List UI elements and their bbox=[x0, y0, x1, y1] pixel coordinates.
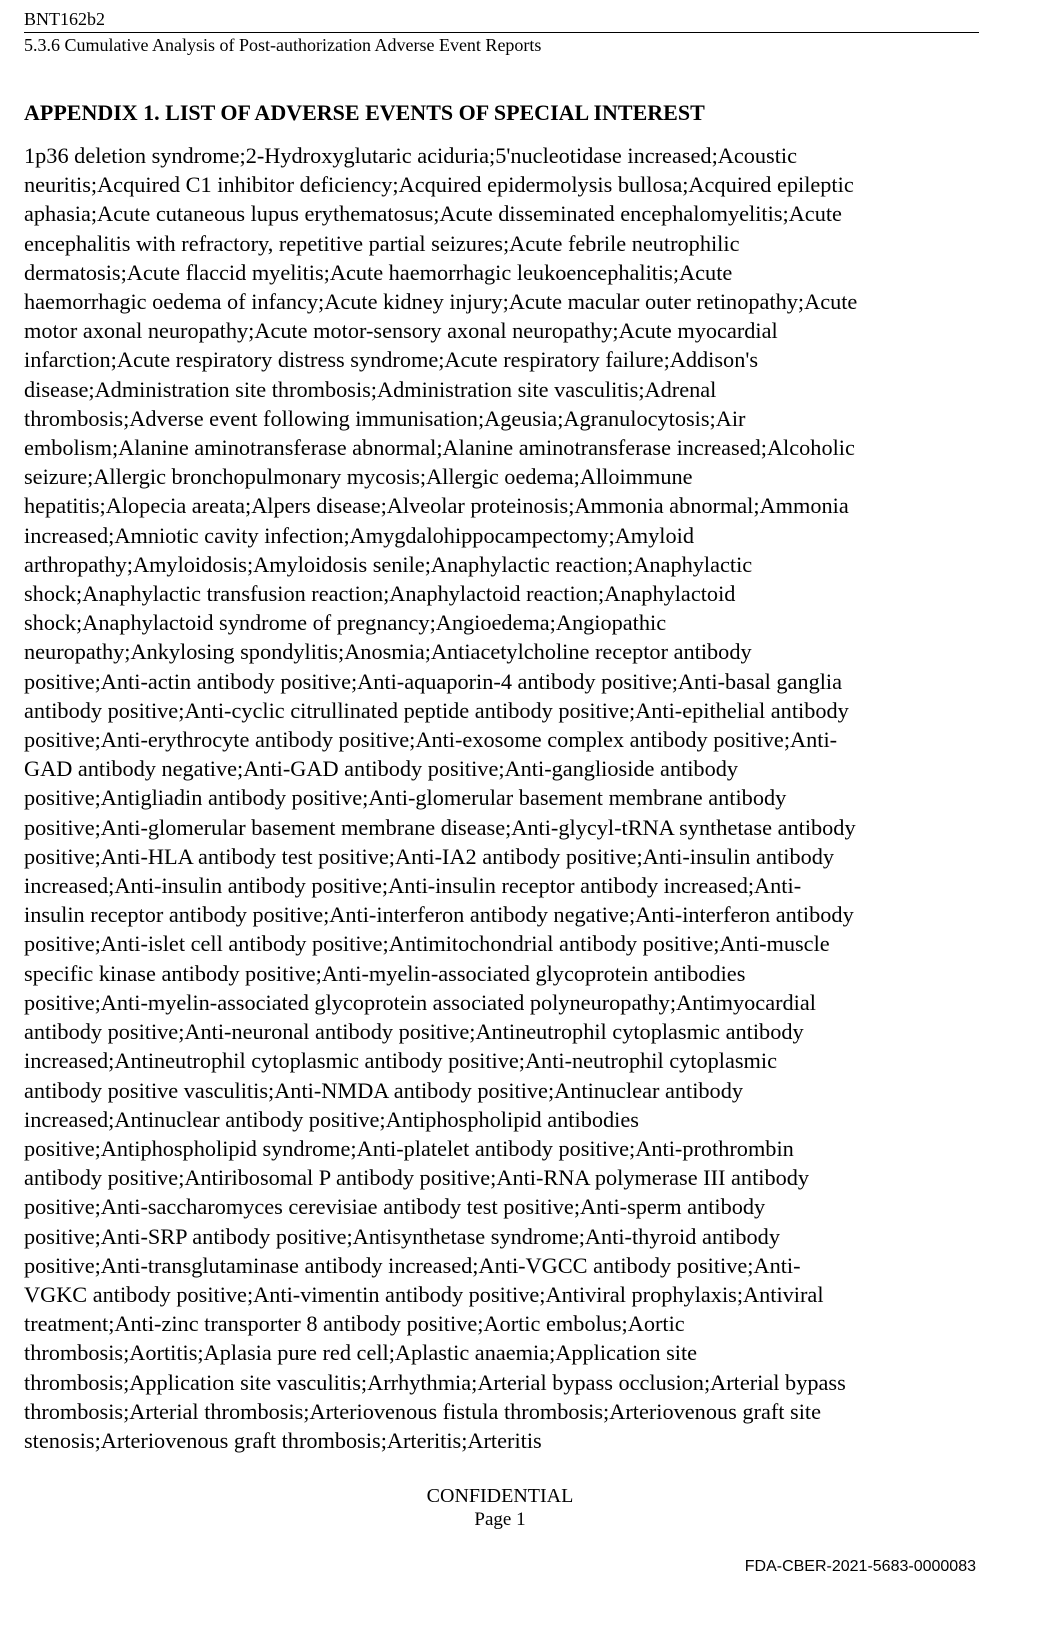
adverse-events-list: 1p36 deletion syndrome;2-Hydroxyglutaric aciduria;5'nucleotidase increased;Acoustic neuritis;Acquired C1 inhibitor deficiency;Acquired epidermolysis bullosa;Acquired epileptic aphasia;Acute cutaneous lupus erythematosus;Acute disseminated encephalomyelitis;Acute encephalitis with refractory, repetitive partial seizures;Acute febrile neutrophilic dermatosis;Acute flaccid myelitis;Acute haemorrhagic leukoencephalitis;Acute haemorrhagic oedema of infancy;Acute kidney injury;Acute macular outer retinopathy;Acute motor axonal neuropathy;Acute motor-sensory axonal neuropathy;Acute myocardial infarction;Acute respiratory distress syndrome;Acute respiratory failure;Addison's disease;Administration site thrombosis;Administration site vasculitis;Adrenal thrombosis;Adverse event following immunisation;Ageusia;Agranulocytosis;Air embolism;Alanine aminotransferase abnormal;Alanine aminotransferase increased;Alcoholic seizure;Allergic bronchopulmonary mycosis;Allergic oedema;Alloimmune hepatitis;Alopecia areata;Alpers disease;Alveolar proteinosis;Ammonia abnormal;Ammonia increased;Amniotic cavity infection;Amygdalohippocampectomy;Amyloid arthropathy;Amyloidosis;Amyloidosis senile;Anaphylactic reaction;Anaphylactic shock;Anaphylactic transfusion reaction;Anaphylactoid reaction;Anaphylactoid shock;Anaphylactoid syndrome of pregnancy;Angioedema;Angiopathic neuropathy;Ankylosing spondylitis;Anosmia;Antiacetylcholine receptor antibody positive;Anti-actin antibody positive;Anti-aquaporin-4 antibody positive;Anti-basal ganglia antibody positive;Anti-cyclic citrullinated peptide antibody positive;Anti-epithelial antibody positive;Anti-erythrocyte antibody positive;Anti-exosome complex antibody positive;Anti- GAD antibody negative;Anti-GAD antibody positive;Anti-ganglioside antibody positive;Antigliadin antibody positive;Anti-glomerular basement membrane antibody positive;Anti-glomerular basement membrane disease;Anti-glycyl-tRNA synthetase antibody positive;Anti-HLA antibody test positive;Anti-IA2 antibody positive;Anti-insulin antibody increased;Anti-insulin antibody positive;Anti-insulin receptor antibody increased;Anti- insulin receptor antibody positive;Anti-interferon antibody negative;Anti-interferon antibody positive;Anti-islet cell antibody positive;Antimitochondrial antibody positive;Anti-muscle specific kinase antibody positive;Anti-myelin-associated glycoprotein antibodies positive;Anti-myelin-associated glycoprotein associated polyneuropathy;Antimyocardial antibody positive;Anti-neuronal antibody positive;Antineutrophil cytoplasmic antibody increased;Antineutrophil cytoplasmic antibody positive;Anti-neutrophil cytoplasmic antibody positive vasculitis;Anti-NMDA antibody positive;Antinuclear antibody increased;Antinuclear antibody positive;Antiphospholipid antibodies positive;Antiphospholipid syndrome;Anti-platelet antibody positive;Anti-prothrombin antibody positive;Antiribosomal P antibody positive;Anti-RNA polymerase III antibody positive;Anti-saccharomyces cerevisiae antibody test positive;Anti-sperm antibody positive;Anti-SRP antibody positive;Antisynthetase syndrome;Anti-thyroid antibody positive;Anti-transglutaminase antibody increased;Anti-VGCC antibody positive;Anti- VGKC antibody positive;Anti-vimentin antibody positive;Antiviral prophylaxis;Antiviral treatment;Anti-zinc transporter 8 antibody positive;Aortic embolus;Aortic thrombosis;Aortitis;Aplasia pure red cell;Aplastic anaemia;Application site thrombosis;Application site vasculitis;Arrhythmia;Arterial bypass occlusion;Arterial bypass thrombosis;Arterial thrombosis;Arteriovenous fistula thrombosis;Arteriovenous graft site stenosis;Arteriovenous graft thrombosis;Arteritis;Arteritis bbox=[24, 143, 858, 1453]
document-id: BNT162b2 bbox=[24, 9, 105, 29]
appendix-title: APPENDIX 1. LIST OF ADVERSE EVENTS OF SPECIAL INTEREST bbox=[24, 100, 705, 125]
page-number: Page 1 bbox=[474, 1509, 526, 1530]
section-title: 5.3.6 Cumulative Analysis of Post-authorization Adverse Event Reports bbox=[24, 35, 542, 55]
confidential-label: CONFIDENTIAL bbox=[426, 1485, 574, 1507]
page-header bbox=[24, 8, 979, 57]
bates-number: FDA-CBER-2021-5683-0000083 bbox=[744, 1558, 976, 1575]
